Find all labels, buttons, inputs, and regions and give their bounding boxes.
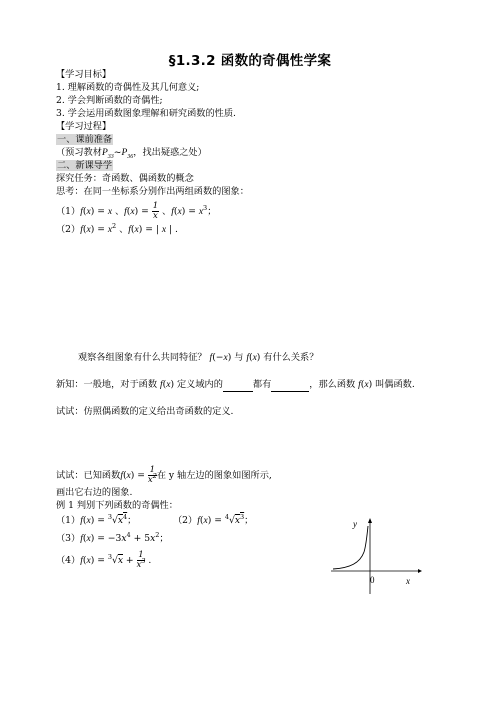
function-graph: [328, 516, 423, 596]
blank-1[interactable]: [223, 379, 253, 392]
guide-header: 二、新课导学: [57, 160, 113, 171]
example-header: 例 1 判别下列函数的奇偶性：: [56, 500, 178, 511]
page-title: §1.3.2 函数的奇偶性学案: [168, 53, 332, 69]
and-word: 与: [234, 352, 244, 363]
try2-a: 试试：已知函数: [56, 470, 121, 481]
try-graph-line: 试试：已知函数f(x) = $\frac{1}{x^2}$ 在 y 轴左边的图象如图所示,: [56, 465, 272, 485]
prep-page-1-letter: P: [101, 148, 108, 158]
observe-text: 观察各组图象有什么共同特征？: [78, 352, 207, 363]
group2-label: （2）: [56, 224, 81, 235]
function-group-2: $(2)f(x) = x^2$ 、f(x) = | x | .: [56, 222, 178, 235]
prep-page-1: [102, 148, 114, 158]
nk-d: ，那么函数: [309, 379, 356, 390]
objectives-header: 【学习目标】: [56, 69, 112, 80]
nk-b: 定义域内的: [176, 379, 223, 390]
objective-item-2: 2. 学会判断函数的奇偶性;: [56, 95, 163, 106]
eq-f-abs: f: [128, 225, 131, 235]
example-item-1: $(1)f(x) = ^3√x^4$；: [56, 513, 137, 526]
try-odd-definition: 试试：仿照偶函数的定义给出奇函数的定义.: [56, 406, 234, 417]
guide-header-wrap: [56, 160, 113, 172]
eq-f-cube: f: [171, 207, 174, 217]
prep-header-wrap: [56, 134, 113, 146]
nk-e: 叫偶函数.: [375, 379, 415, 390]
explore-text: 探究任务：奇函数、偶函数的概念: [56, 173, 194, 184]
eq-f-square: f: [80, 225, 83, 235]
x-label: x: [406, 576, 410, 586]
eq-f-reciprocal: f: [124, 207, 127, 217]
observe-relation: 有什么关系？: [263, 352, 319, 363]
try2-b: 在 y 轴左边的图象如图所示,: [156, 470, 272, 481]
ex4-label: （4）: [56, 555, 81, 566]
new-knowledge-line: 新知：一般地，对于函数 f(x) 定义域内的 都有 ，那么函数 f(x) 叫偶函数.: [56, 379, 415, 390]
frac-1-over-x: $\frac{1}{x}$: [152, 201, 159, 221]
prep-text-a: （预习教材: [56, 147, 102, 158]
origin-label: 0: [370, 575, 375, 585]
prep-page-1-num: 33: [107, 153, 114, 160]
frac-1-over-x2: $\frac{1}{x^2}$: [147, 465, 157, 485]
think-text: 思考：在同一坐标系分别作出两组函数的图象：: [56, 186, 249, 197]
eq-f-x: f: [80, 207, 83, 217]
prep-page-2: [121, 148, 133, 158]
function-group-1: （1）f(x) = x 、f(x) = $\frac{1}{x}$ 、$f(x) = x^3$；: [56, 201, 217, 221]
prep-text: （预习教材$P_{33}\sim P_{36}$，找出疑惑之处）: [56, 147, 207, 160]
left-branch-curve: [333, 526, 368, 569]
blank-2[interactable]: [271, 379, 309, 392]
example-item-3: $(3)f(x) = -3x^4 + 5x^2$；: [56, 531, 169, 544]
y-label: y: [353, 519, 357, 529]
group1-label: （1）: [56, 206, 81, 217]
try-graph-instruction: 画出它右边的图象.: [56, 487, 133, 498]
objective-item-1: 1. 理解函数的奇偶性及其几何意义;: [56, 82, 200, 93]
example-item-4: （4）f(x) = $^3$√x + $\frac{1}{x^3}$ .: [56, 550, 152, 570]
prep-header: 一、课前准备: [57, 134, 113, 145]
example-item-2: $(2)f(x) = ^4√x^3$；: [173, 513, 254, 526]
observe-line: 观察各组图象有什么共同特征？ f(−x) 与 f(x) 有什么关系？: [78, 352, 319, 363]
ex2-label: （2）: [173, 515, 198, 526]
prep-page-2-num: 36: [127, 153, 134, 160]
ex3-label: （3）: [56, 533, 81, 544]
objective-item-3: 3. 学会运用函数图象理解和研究函数的性质.: [56, 108, 236, 119]
nk-a: 新知：一般地，对于函数: [56, 379, 158, 390]
y-axis-arrow: [368, 518, 372, 523]
process-header: 【学习过程】: [56, 121, 112, 132]
frac-1-over-x3: $\frac{1}{x^3}$: [136, 550, 146, 570]
prep-text-b: ，找出疑惑之处）: [133, 147, 207, 158]
prep-page-2-letter: P: [121, 148, 128, 158]
x-axis-arrow: [418, 569, 422, 573]
nk-c: 都有: [252, 379, 272, 390]
ex1-label: （1）: [56, 515, 81, 526]
